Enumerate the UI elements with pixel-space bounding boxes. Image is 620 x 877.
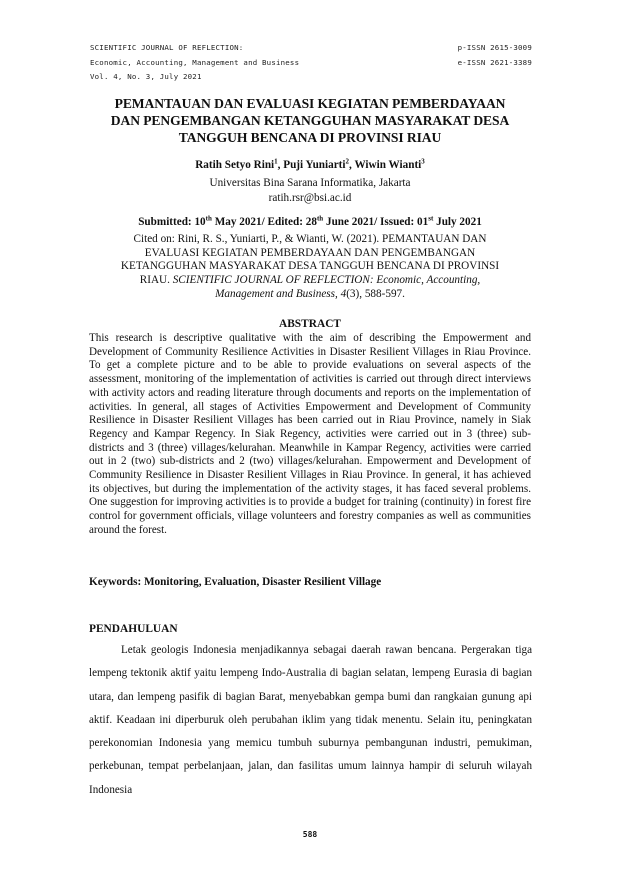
citation-line <box>88 288 532 302</box>
citation-block <box>88 233 532 302</box>
date-text: Submitted: 10 <box>138 216 206 228</box>
date-text: May 2021/ Edited: 28 <box>211 216 317 228</box>
author-name: Puji Yuniarti <box>283 159 346 171</box>
title-line: TANGGUH BENCANA DI PROVINSI RIAU <box>178 130 442 145</box>
author-affil-mark: 2 <box>345 157 350 166</box>
email-link[interactable]: ratih.rsr@bsi.ac.id <box>268 192 352 204</box>
date-suffix: st <box>428 214 434 223</box>
affiliation <box>88 176 532 206</box>
page-number: 588 <box>302 830 318 839</box>
citation-journal: SCIENTIFIC JOURNAL OF REFLECTION: Economic, Accounting, <box>172 274 481 287</box>
journal-header <box>90 41 299 85</box>
author-separator: , <box>277 159 284 171</box>
title-line: DAN PENGEMBANGAN KETANGGUHAN MASYARAKAT DESA <box>110 113 510 128</box>
citation-line: EVALUASI KEGIATAN PEMBERDAYAAN DAN PENGEMBANGAN <box>144 246 476 259</box>
citation-line: Cited on: Rini, R. S., Yuniarti, P., & Wianti, W. (2021). PEMANTAUAN DAN <box>133 233 487 245</box>
p-issn: p-ISSN 2615-3009 <box>457 43 532 52</box>
journal-subtitle: Economic, Accounting, Management and Business <box>90 57 300 67</box>
author-list <box>88 158 532 172</box>
submission-dates <box>88 216 532 229</box>
issn-block <box>458 41 532 70</box>
date-text: July 2021 <box>433 216 482 228</box>
date-suffix: th <box>316 214 324 223</box>
author-affil-mark: 3 <box>421 157 425 166</box>
citation-line <box>88 274 532 288</box>
journal-volume: Vol. 4, No. 3, July 2021 <box>90 72 202 81</box>
author-name: Wiwin Wianti <box>354 159 422 171</box>
date-suffix: th <box>205 214 212 223</box>
author-separator: , <box>349 159 355 171</box>
citation-text: RIAU. <box>139 274 173 287</box>
paper-title <box>88 95 532 146</box>
paragraph: Letak geologis Indonesia menjadikannya sebagai daerah rawan bencana. Pergerakan tiga lempeng tektonik aktif yaitu lempeng Indo-Australia di bagian selatan, lempeng Eurasia di bagian utara, dan lempeng pasifik di bagian Barat, menyebabkan gempa bumi dan rangkaian gunung api aktif. Keadaan ini diperburuk oleh perubahan iklim yang tidak menentu. Selain itu, peningkatan perekonomian Indonesia yang memicu tumbuh suburnya pembangunan industri, pemukiman, perkebunan, tempat perbelanjaan, jalan, dan fasilitas umum lainnya hampir di seluruh wilayah Indonesia <box>89 644 532 796</box>
journal-name: SCIENTIFIC JOURNAL OF REFLECTION: <box>90 43 244 52</box>
citation-pages: (3), 588-597. <box>346 287 405 300</box>
citation-line: KETANGGUHAN MASYARAKAT DESA TANGGUH BENCANA DI PROVINSI <box>120 260 500 273</box>
institution: Universitas Bina Sarana Informatika, Jakarta <box>209 177 411 189</box>
e-issn: e-ISSN 2621-3389 <box>457 57 532 67</box>
author-name: Ratih Setyo Rini <box>195 159 275 171</box>
body-text <box>89 639 532 802</box>
date-text: June 2021/ Issued: 01 <box>323 216 429 228</box>
section-heading: PENDAHULUAN <box>89 623 178 635</box>
title-line: PEMANTAUAN DAN EVALUASI KEGIATAN PEMBERDAYAAN <box>114 96 506 111</box>
citation-journal: Management and Business, 4 <box>215 287 347 300</box>
keywords: Keywords: Monitoring, Evaluation, Disaster Resilient Village <box>89 576 382 588</box>
abstract-heading: ABSTRACT <box>278 318 342 330</box>
abstract-text: This research is descriptive qualitative with the aim of describing the Empowerment and Development of Community Resilience Activities in Disaster Resilient Villages in Riau Province. To get a complete picture and to be able to provide evaluations on several aspects of the assessment, monitoring of the implementation of activities is carried out through direct interviews with activity actors and reading literature through documents and reports on the implementation of activities. In general, all stages of Activities Empowerment and Development of Community Resilience in Disaster Resilient Villages has been carried out in Riau Province, namely in Siak Regency and Kampar Regency. In Siak Regency, activities were carried out in 3 (three) sub-districts and 3 (three) villages/kelurahan. Meanwhile in Kampar Regency, activities were carried out in 2 (two) sub-districts and 2 (two) villages/kelurahan. Empowerment and Development of Community Resilience in Disaster Resilient Villages in Riau Province. In general, it has achieved its objectives, but during the implementation of the activity stages, it has faced several problems. One suggestion for improving activities is to provide a budget for training (continuity) in forest fire control for government officials, village volunteers and forestry companies as well as communities around the forest. <box>89 332 531 536</box>
author-affil-mark: 1 <box>274 157 278 166</box>
